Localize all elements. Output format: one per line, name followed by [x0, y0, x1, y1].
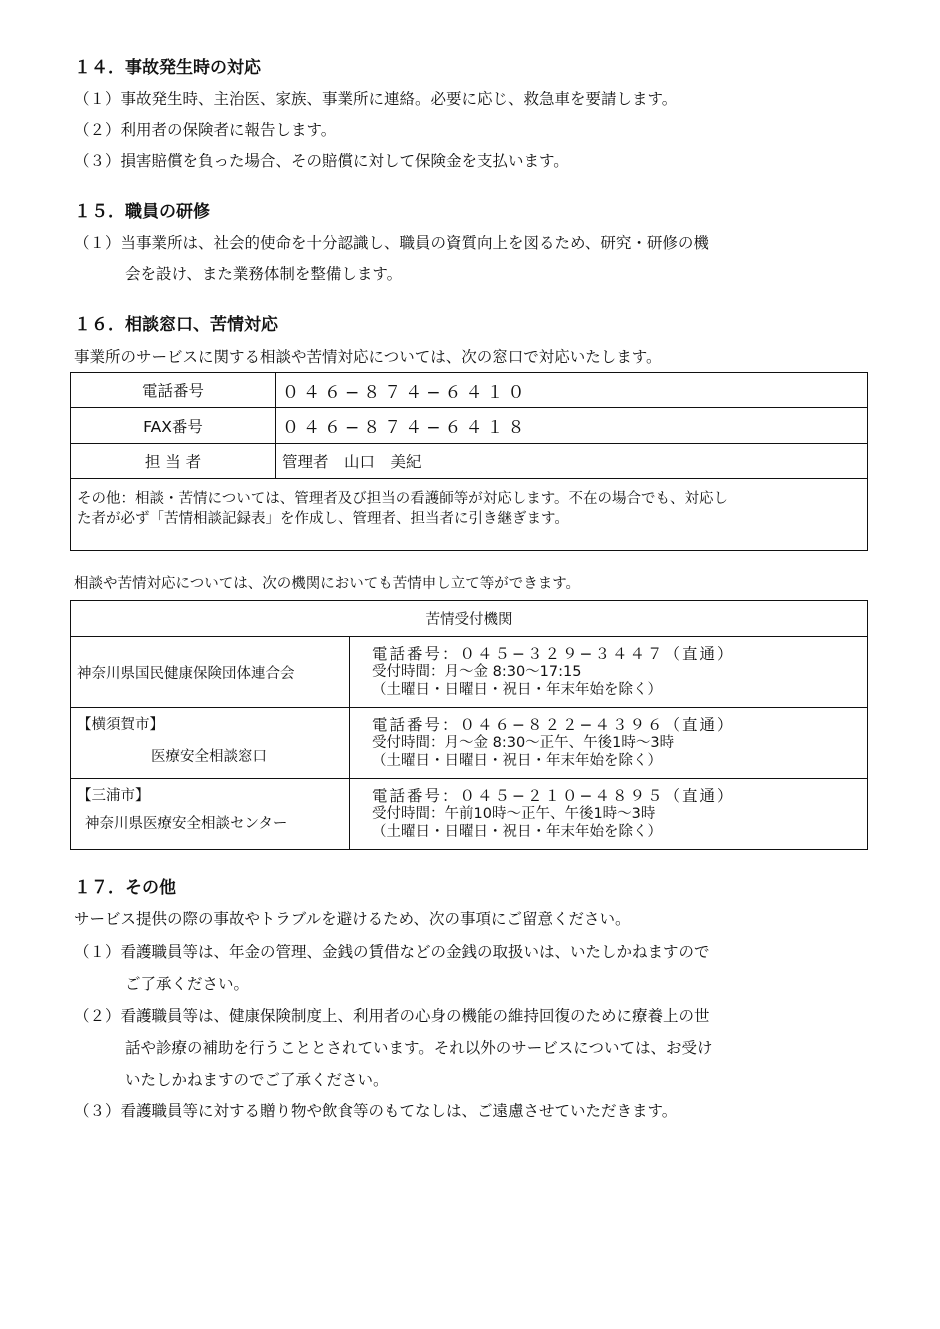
- agencies-header-row: [71, 601, 868, 637]
- agency-closed: （土曜日・日曜日・祝日・年末年始を除く）: [372, 753, 662, 769]
- agency-name: [71, 637, 350, 708]
- contact-note-line-1: その他：相談・苦情については、管理者及び担当の看護師等が対応します。不在の場合でも、対応し: [77, 491, 729, 507]
- contact-fax-label: FAX番号: [71, 408, 276, 444]
- agency-details: [350, 708, 868, 779]
- agency-closed: （土曜日・日曜日・祝日・年末年始を除く）: [372, 824, 662, 840]
- agency-name-line-2: 神奈川県医療安全相談センター: [85, 816, 288, 832]
- agency-hours: 受付時間：月～金 8:30～17:15: [372, 664, 582, 680]
- agency-name: [71, 708, 350, 779]
- agency-name: [71, 779, 350, 850]
- contact-phone-value: ０４６−８７４−６４１０: [276, 373, 868, 408]
- agency-details: [350, 779, 868, 850]
- section-17-title: １７．その他: [74, 878, 176, 898]
- section-16-title: １６．相談窓口、苦情対応: [74, 315, 278, 335]
- section-14-item-2: （２）利用者の保険者に報告します。: [74, 121, 337, 139]
- agencies-header: 苦情受付機関: [71, 601, 868, 637]
- section-15-title: １５．職員の研修: [74, 202, 210, 222]
- section-14-item-3: （３）損害賠償を負った場合、その賠償に対して保険金を支払います。: [74, 152, 569, 170]
- section-14-item-1: （１）事故発生時、主治医、家族、事業所に連絡。必要に応じ、救急車を要請します。: [74, 90, 678, 108]
- agency-hours: 受付時間：午前10時～正午、午後1時～3時: [372, 806, 656, 822]
- contact-note-row: [71, 479, 868, 551]
- contact-fax-row: [71, 408, 868, 444]
- section-17-item-1-line-1: （１）看護職員等は、年金の管理、金銭の賃借などの金銭の取扱いは、いたしかねますので: [74, 943, 710, 961]
- agency-phone: 電話番号：０４５−３２９−３４４７（直通）: [372, 645, 735, 663]
- agencies-table: [70, 600, 868, 850]
- agency-row: [71, 708, 868, 779]
- agency-row: [71, 637, 868, 708]
- section-16-intro: 事業所のサービスに関する相談や苦情対応については、次の窓口で対応いたします。: [74, 348, 662, 366]
- section-15-item-1-line-2: 会を設け、また業務体制を整備します。: [125, 265, 403, 283]
- contact-person-label: 担 当 者: [71, 444, 276, 479]
- contact-phone-row: [71, 373, 868, 408]
- section-17-item-2-line-1: （２）看護職員等は、健康保険制度上、利用者の心身の機能の維持回復のために療養上の世: [74, 1007, 710, 1025]
- section-17-item-3: （３）看護職員等に対する贈り物や飲食等のもてなしは、ご遠慮させていただきます。: [74, 1102, 678, 1120]
- contact-phone-label: 電話番号: [71, 373, 276, 408]
- agency-closed: （土曜日・日曜日・祝日・年末年始を除く）: [372, 682, 662, 698]
- contact-person-row: [71, 444, 868, 479]
- contact-person-value: 管理者 山口 美紀: [276, 444, 868, 479]
- contact-note: [71, 479, 868, 551]
- agency-details: [350, 637, 868, 708]
- agency-name-line-1: 【三浦市】: [77, 788, 150, 804]
- agency-phone: 電話番号：０４６−８２２−４３９６（直通）: [372, 716, 735, 734]
- contact-table: [70, 372, 868, 551]
- contact-fax-value: ０４６−８７４−６４１８: [276, 408, 868, 444]
- agency-name-line-2: 医療安全相談窓口: [151, 749, 267, 765]
- agency-row: [71, 779, 868, 850]
- agency-phone: 電話番号：０４５−２１０−４８９５（直通）: [372, 787, 735, 805]
- section-17-item-1-line-2: ご了承ください。: [125, 975, 250, 993]
- section-17-item-2-line-2: 話や診療の補助を行うこととされています。それ以外のサービスについては、お受け: [125, 1039, 713, 1057]
- agencies-intro: 相談や苦情対応については、次の機関においても苦情申し立て等ができます。: [74, 576, 581, 592]
- section-17-intro: サービス提供の際の事故やトラブルを避けるため、次の事項にご留意ください。: [74, 910, 631, 928]
- agency-name-line-1: 【横須賀市】: [77, 717, 164, 733]
- contact-note-line-2: た者が必ず「苦情相談記録表」を作成し、管理者、担当者に引き継ぎます。: [77, 511, 569, 527]
- section-17-item-2-line-3: いたしかねますのでご了承ください。: [125, 1071, 389, 1089]
- section-14-title: １４．事故発生時の対応: [74, 58, 261, 78]
- agency-name-line-1: 神奈川県国民健康保険団体連合会: [77, 665, 295, 682]
- section-15-item-1-line-1: （１）当事業所は、社会的使命を十分認識し、職員の資質向上を図るため、研究・研修の機: [74, 234, 709, 252]
- agency-hours: 受付時間：月～金 8:30～正午、午後1時～3時: [372, 735, 675, 751]
